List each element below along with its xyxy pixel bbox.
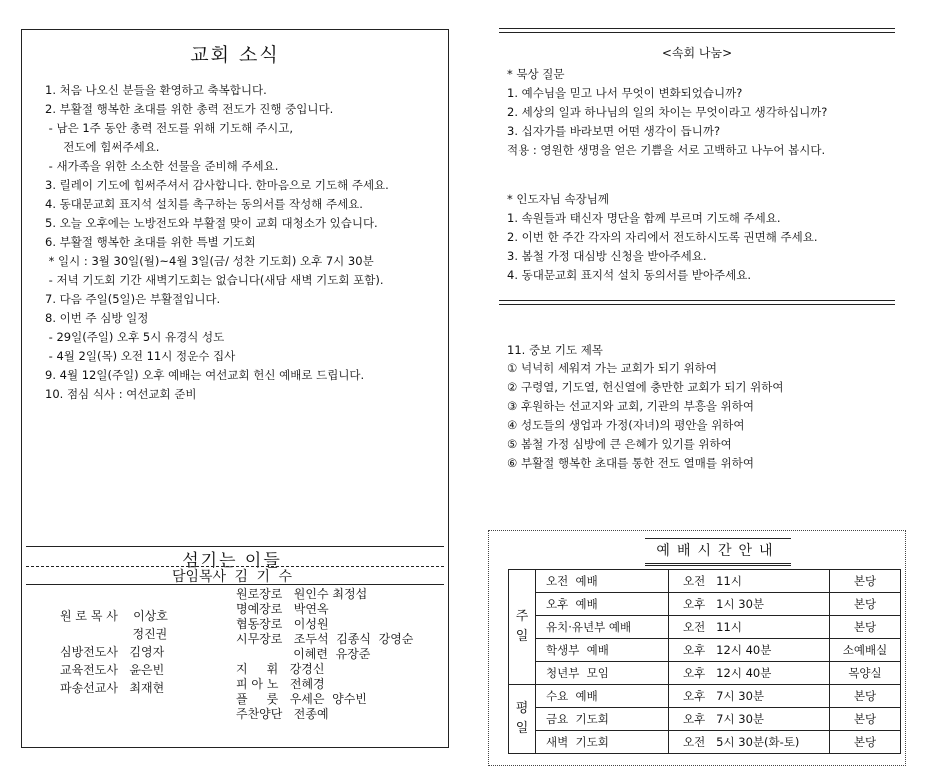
prayer-item: ② 구령열, 기도열, 헌신열에 충만한 교회가 되기 위하여 — [507, 380, 784, 394]
worship-place: 본당 — [830, 708, 901, 731]
staff-entry: 정진권 — [60, 627, 168, 641]
worship-name: 수요 예배 — [536, 685, 669, 708]
prayer-topics — [507, 342, 784, 473]
worship-place: 본당 — [830, 570, 901, 593]
worship-row — [509, 570, 901, 593]
sharing-rule-bottom-2 — [499, 304, 895, 305]
worship-name: 학생부 예배 — [536, 639, 669, 662]
worship-name: 청년부 모임 — [536, 662, 669, 685]
news-item: - 29일(주일) 오후 5시 유경식 성도 — [45, 330, 225, 344]
worship-group-label: 주 일 — [509, 570, 536, 685]
sharing-line: * 묵상 질문 — [507, 67, 565, 81]
prayer-item: ⑤ 봄철 가정 심방에 큰 은혜가 있기를 위하여 — [507, 437, 732, 451]
church-news-panel — [21, 29, 449, 748]
staff-entry: 플 룻 우세은 양수빈 — [236, 692, 367, 706]
staff-entry: 원로장로 원인수 최정섭 — [236, 587, 368, 601]
worship-group-label: 평 일 — [509, 685, 536, 754]
staff-entry: 심방전도사 김영자 — [60, 645, 165, 659]
worship-title: 예배시간안내 — [645, 538, 791, 566]
worship-time: 오전 11시 — [669, 570, 830, 593]
worship-table — [508, 569, 901, 754]
cell-group-sharing-panel — [499, 26, 895, 304]
prayer-item: ③ 후원하는 선교지와 교회, 기관의 부흥을 위하여 — [507, 399, 754, 413]
worship-place: 본당 — [830, 685, 901, 708]
worship-name: 오전 예배 — [536, 570, 669, 593]
senior-pastor: 담임목사 김 기 수 — [171, 569, 293, 585]
worship-place: 본당 — [830, 593, 901, 616]
news-list — [45, 81, 389, 404]
worship-row — [509, 593, 901, 616]
worship-name: 유치·유년부 예배 — [536, 616, 669, 639]
prayer-item: ① 넉넉히 세워져 가는 교회가 되기 위하여 — [507, 361, 717, 375]
staff-divider-bottom — [26, 584, 444, 585]
leader-line: 3. 봄철 가정 대심방 신청을 받아주세요. — [507, 249, 707, 263]
news-item: * 일시 : 3월 30일(월)~4월 3일(금/ 성찬 기도회) 오후 7시 30분 — [45, 254, 374, 268]
news-item: 9. 4월 12일(주일) 오후 예배는 여선교회 헌신 예배로 드립니다. — [45, 368, 365, 382]
staff-entry: 명예장로 박연옥 — [236, 602, 329, 616]
leader-line: 1. 속원들과 태신자 명단을 함께 부르며 기도해 주세요. — [507, 211, 781, 225]
worship-place: 목양실 — [830, 662, 901, 685]
prayer-title: 11. 중보 기도 제목 — [507, 343, 603, 357]
worship-name: 금요 기도회 — [536, 708, 669, 731]
worship-time: 오전 5시 30분(화-토) — [669, 731, 830, 754]
staff-entry: 이혜련 유장준 — [236, 647, 371, 661]
staff-entry: 원 로 목 사 이상호 — [60, 609, 168, 623]
worship-time: 오후 7시 30분 — [669, 685, 830, 708]
news-item: 10. 점심 식사 : 여선교회 준비 — [45, 387, 197, 401]
sharing-line: 적용 : 영원한 생명을 얻은 기쁨을 서로 고백하고 나누어 봅시다. — [507, 143, 826, 157]
news-item: - 남은 1주 동안 총력 전도를 위해 기도해 주시고, — [45, 121, 293, 135]
worship-time: 오후 12시 40분 — [669, 639, 830, 662]
leader-line: * 인도자님 속장님께 — [507, 192, 609, 206]
sharing-rule-bottom-1 — [499, 300, 895, 301]
news-item: - 새가족을 위한 소소한 선물을 준비해 주세요. — [45, 159, 279, 173]
worship-row — [509, 731, 901, 754]
worship-row — [509, 616, 901, 639]
worship-row — [509, 708, 901, 731]
worship-time: 오후 1시 30분 — [669, 593, 830, 616]
worship-place: 본당 — [830, 616, 901, 639]
sharing-line: 2. 세상의 일과 하나님의 일의 차이는 무엇이라고 생각하십니까? — [507, 105, 828, 119]
leader-line: 4. 동대문교회 표지석 설치 동의서를 받아주세요. — [507, 268, 751, 282]
prayer-item: ④ 성도들의 생업과 가정(자녀)의 평안을 위하여 — [507, 418, 745, 432]
leader-line: 2. 이번 한 주간 각자의 자리에서 전도하시도록 권면해 주세요. — [507, 230, 818, 244]
news-item: - 4월 2일(목) 오전 11시 정운수 집사 — [45, 349, 236, 363]
worship-row — [509, 685, 901, 708]
news-item: 4. 동대문교회 표지석 설치를 촉구하는 동의서를 작성해 주세요. — [45, 197, 363, 211]
news-item: 5. 오늘 오후에는 노방전도와 부활절 맞이 교회 대청소가 있습니다. — [45, 216, 378, 230]
worship-row — [509, 639, 901, 662]
leader-notes — [507, 190, 818, 285]
prayer-item: ⑥ 부활절 행복한 초대를 통한 전도 열매를 위하여 — [507, 456, 754, 470]
worship-time: 오후 12시 40분 — [669, 662, 830, 685]
staff-entry: 주찬양단 전종예 — [236, 707, 329, 721]
prayer-list — [507, 359, 784, 473]
staff-entry: 교육전도사 윤은빈 — [60, 663, 165, 677]
staff-entry: 시무장로 조두석 김종식 강영순 — [236, 632, 414, 646]
news-item: 3. 릴레이 기도에 힘써주셔서 감사합니다. 한마음으로 기도해 주세요. — [45, 178, 389, 192]
worship-name: 오후 예배 — [536, 593, 669, 616]
news-item: 1. 처음 나오신 분들을 환영하고 축복합니다. — [45, 83, 267, 97]
worship-row — [509, 662, 901, 685]
worship-name: 새벽 기도회 — [536, 731, 669, 754]
staff-list-left — [60, 607, 168, 697]
sharing-line: 1. 예수님을 믿고 나서 무엇이 변화되었습니까? — [507, 86, 743, 100]
news-item: 2. 부활절 행복한 초대를 위한 총력 전도가 진행 중입니다. — [45, 102, 334, 116]
worship-time: 오후 7시 30분 — [669, 708, 830, 731]
news-title: 교회 소식 — [190, 44, 280, 66]
staff-entry: 협동장로 이성원 — [236, 617, 329, 631]
news-item: 7. 다음 주일(5일)은 부활절입니다. — [45, 292, 221, 306]
meditation-questions — [507, 65, 827, 160]
worship-place: 본당 — [830, 731, 901, 754]
sharing-line: 3. 십자가를 바라보면 어떤 생각이 듭니까? — [507, 124, 721, 138]
news-item: 8. 이번 주 심방 일정 — [45, 311, 149, 325]
news-item: 전도에 힘써주세요. — [45, 140, 160, 154]
worship-place: 소예배실 — [830, 639, 901, 662]
worship-time: 오전 11시 — [669, 616, 830, 639]
staff-entry: 파송선교사 최재현 — [60, 681, 165, 695]
news-item: 6. 부활절 행복한 초대를 위한 특별 기도회 — [45, 235, 256, 249]
news-item: - 저녁 기도회 기간 새벽기도회는 없습니다(새담 새벽 기도회 포함). — [45, 273, 384, 287]
staff-list-right — [236, 587, 413, 722]
staff-title: 섬기는 이들 — [182, 551, 282, 571]
staff-entry: 지 휘 강경신 — [236, 662, 325, 676]
sharing-title: <속회 나눔> — [661, 46, 733, 60]
worship-schedule-panel — [488, 530, 906, 766]
staff-entry: 피 아 노 전혜경 — [236, 677, 325, 691]
